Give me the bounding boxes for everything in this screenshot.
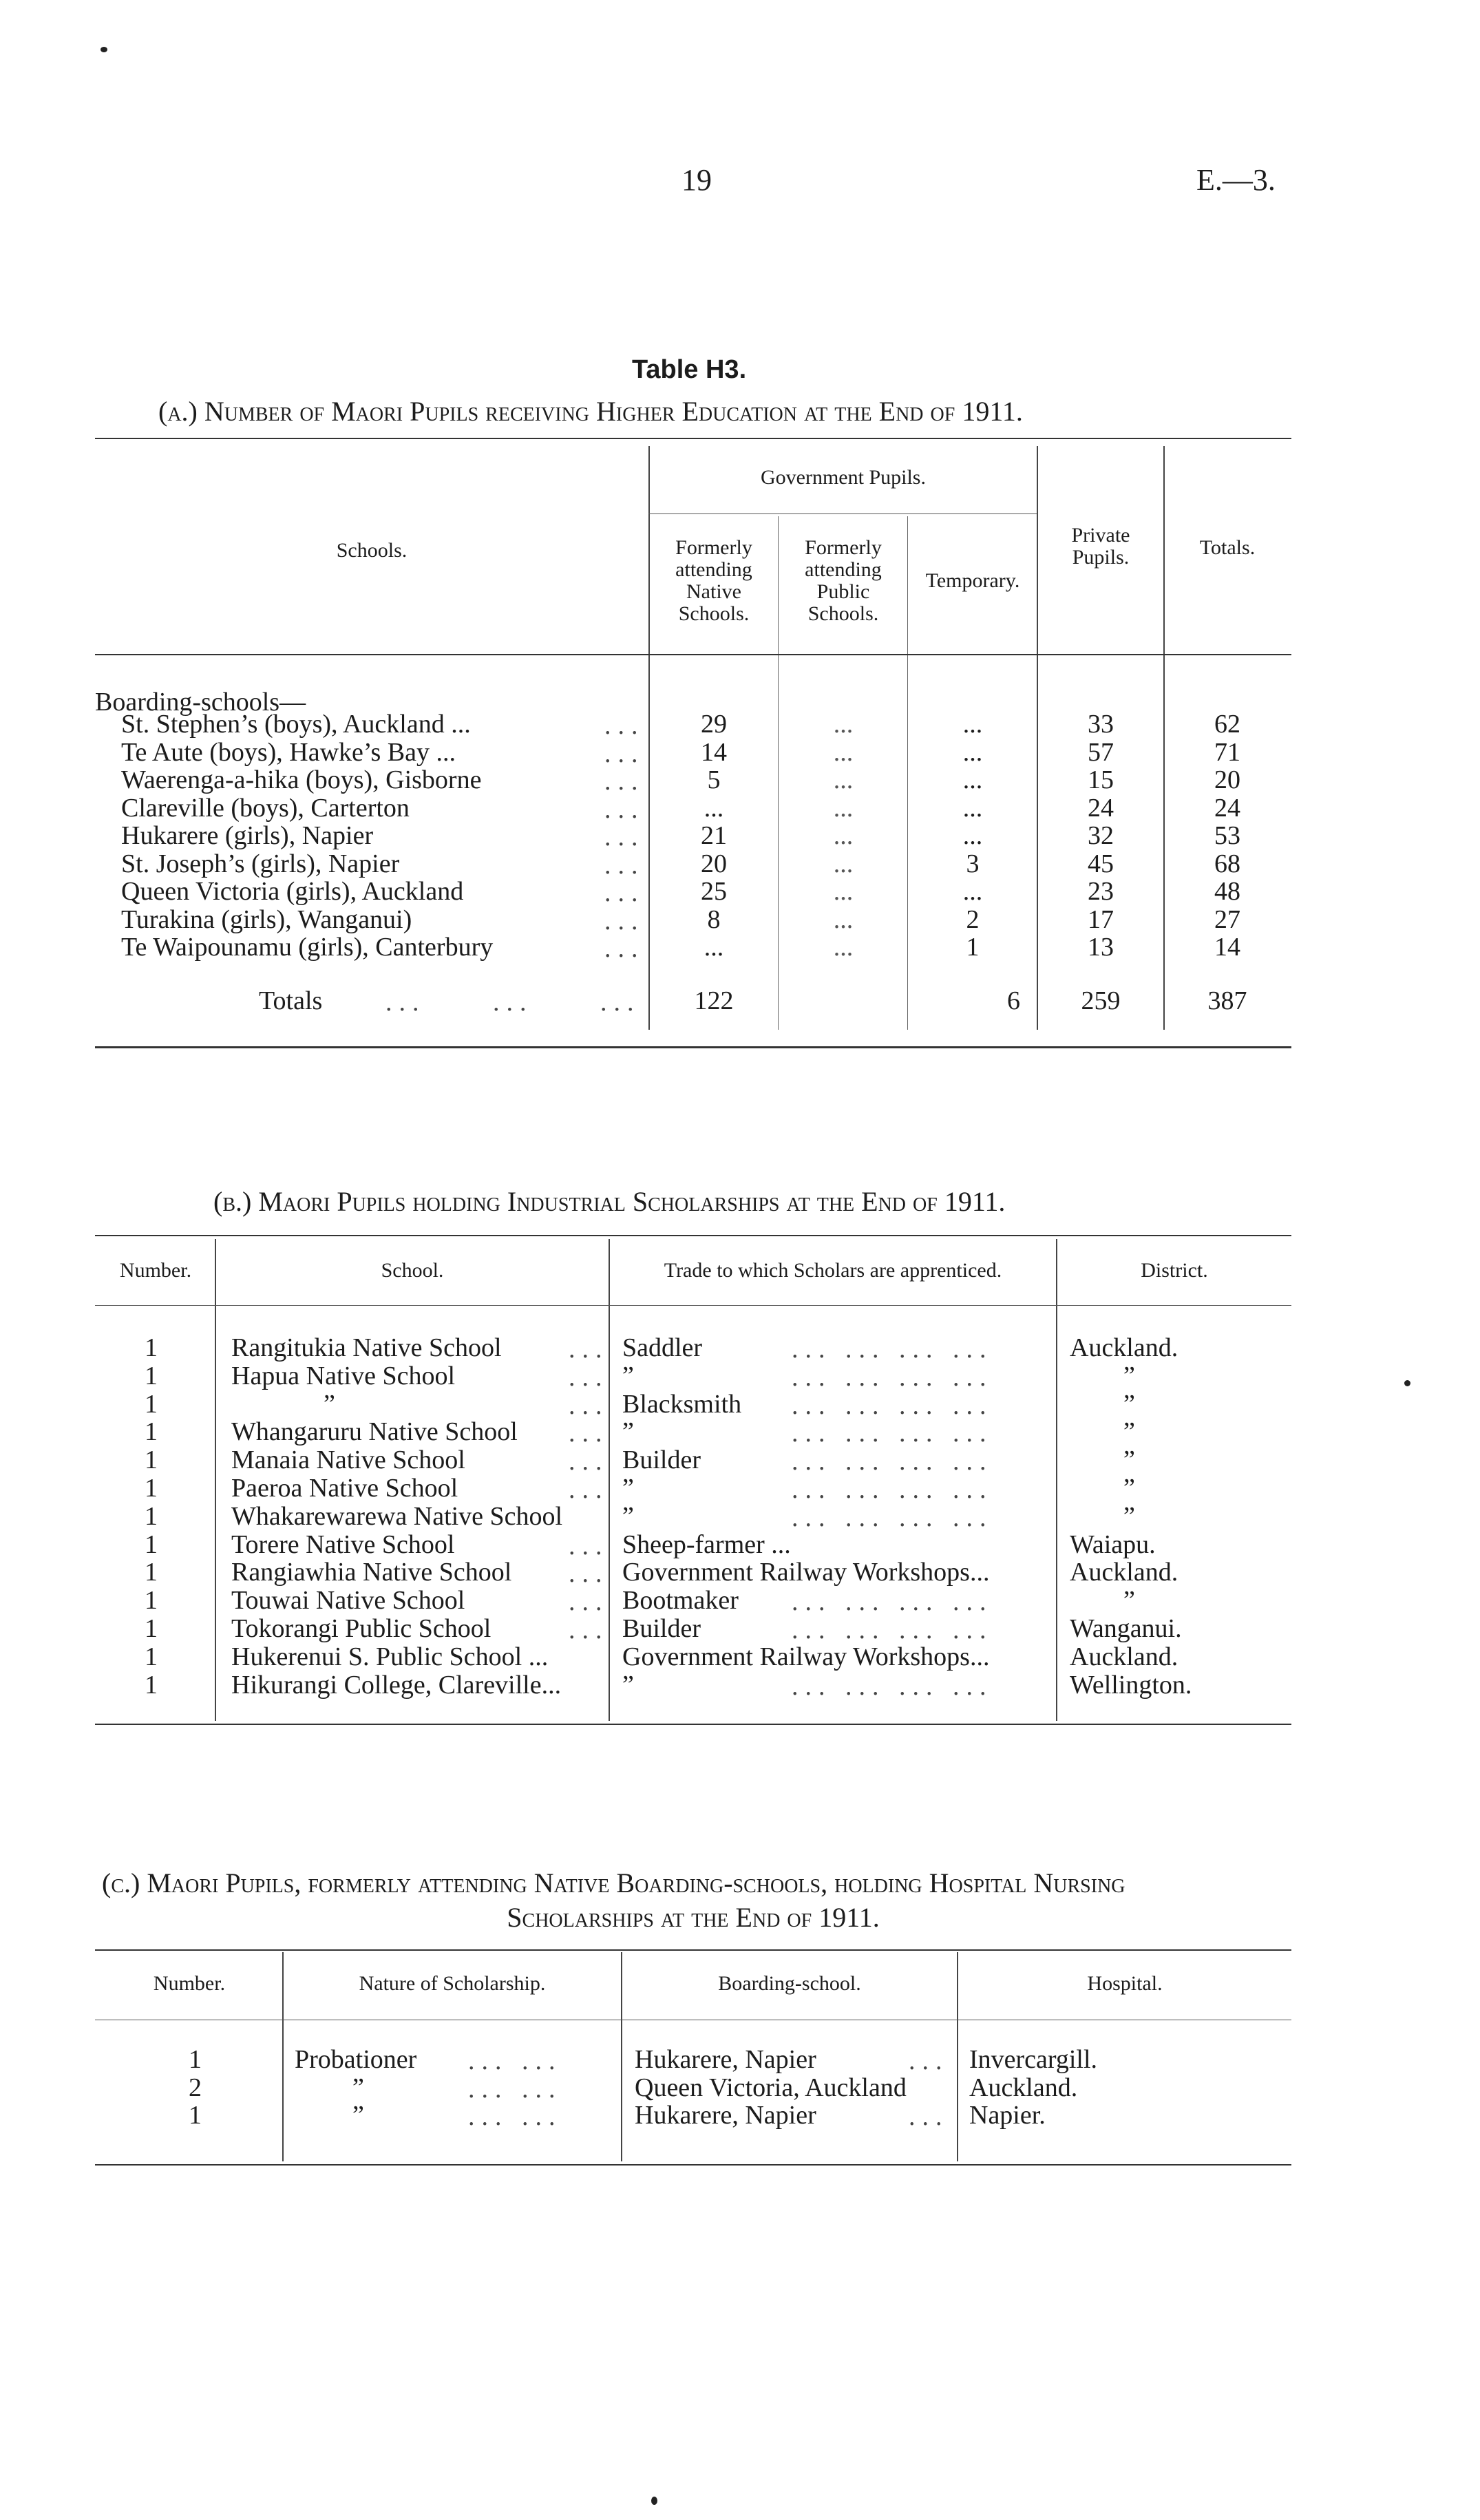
row-nature: ” <box>352 2073 364 2102</box>
header-school: School. <box>381 1259 444 1282</box>
leader-dots: ... <box>604 850 645 880</box>
header-private: Private Pupils. <box>1071 524 1130 569</box>
row-district: ” <box>1123 1446 1135 1475</box>
row-trade: Bootmaker <box>622 1586 739 1616</box>
row-trade: Government Railway Workshops... <box>622 1642 990 1671</box>
rule <box>95 654 1291 655</box>
row-public: ... <box>833 710 854 739</box>
section-a-caption: (a.) Number of Maori Pupils receiving Higher Education at the End of 1911. <box>158 396 1023 427</box>
row-total: 68 <box>1214 849 1240 878</box>
row-private: 13 <box>1088 933 1114 962</box>
row-total: 14 <box>1214 933 1240 962</box>
row-school: Hikurangi College, Clareville... <box>231 1670 562 1700</box>
row-number: 1 <box>145 1501 158 1531</box>
rule <box>95 1724 1291 1725</box>
row-school-name: Hukarere (girls), Napier <box>121 821 374 850</box>
row-number: 1 <box>145 1529 158 1559</box>
row-public: ... <box>833 793 854 823</box>
row-school: Whangaruru Native School <box>231 1417 518 1447</box>
row-private: 24 <box>1088 793 1114 823</box>
row-number: 1 <box>189 2101 202 2130</box>
row-district: ” <box>1123 1586 1135 1616</box>
row-school-name: Te Waipounamu (girls), Canterbury <box>121 933 494 962</box>
row-public: ... <box>833 849 854 878</box>
row-number: 1 <box>145 1333 158 1362</box>
row-school: Manaia Native School <box>231 1446 465 1475</box>
row-boarding-school: Hukarere, Napier <box>635 2101 816 2130</box>
row-public: ... <box>833 737 854 767</box>
row-district: Auckland. <box>1070 1642 1178 1671</box>
header-temporary: Temporary. <box>925 569 1020 592</box>
row-number: 1 <box>145 1670 158 1700</box>
row-temporary: 1 <box>966 933 980 962</box>
rule <box>95 1305 1291 1306</box>
row-hospital: Auckland. <box>969 2073 1078 2102</box>
row-number: 1 <box>145 1614 158 1643</box>
row-native: ... <box>704 793 724 823</box>
row-hospital: Invercargill. <box>969 2045 1098 2074</box>
header-totals: Totals. <box>1199 536 1256 559</box>
row-school: Hapua Native School <box>231 1361 456 1390</box>
leader-dots: ... ... ... ... <box>792 1671 993 1701</box>
row-school-name: Clareville (boys), Carterton <box>121 793 410 823</box>
leader-dots: ... <box>604 767 645 796</box>
row-native: 5 <box>707 765 721 794</box>
row-native: 14 <box>701 737 727 767</box>
row-native: 8 <box>707 904 721 934</box>
rule <box>95 1046 1291 1048</box>
row-private: 57 <box>1088 737 1114 767</box>
row-school: Rangitukia Native School <box>231 1333 502 1362</box>
leader-dots: ... <box>604 823 645 851</box>
leader-dots: ... ... ... ... <box>792 1419 993 1448</box>
section-c-caption-line2: Scholarships at the End of 1911. <box>507 1902 880 1933</box>
row-total: 20 <box>1214 765 1240 794</box>
row-district: ” <box>1123 1474 1135 1503</box>
row-number: 1 <box>145 1474 158 1503</box>
row-temporary: ... <box>962 793 983 823</box>
row-trade: Government Railway Workshops... <box>622 1558 990 1587</box>
leader-dots: ... ... <box>468 2046 562 2075</box>
row-nature: ” <box>352 2101 364 2130</box>
totals-label: Totals <box>259 986 323 1015</box>
leader-dots: ... <box>569 1335 609 1364</box>
row-temporary: ... <box>962 765 983 794</box>
header-government-pupils: Government Pupils. <box>761 466 926 489</box>
row-district: Waiapu. <box>1070 1529 1156 1559</box>
leader-dots: ... <box>604 794 645 824</box>
row-district: Wellington. <box>1070 1670 1192 1700</box>
page-number: 19 <box>681 163 712 197</box>
speck-mark <box>651 2497 657 2505</box>
row-temporary: ... <box>962 877 983 906</box>
leader-dots: ... <box>569 1475 609 1504</box>
row-school-name: Turakina (girls), Wanganui) <box>121 904 412 934</box>
column-divider <box>907 516 908 1030</box>
row-school: Touwai Native School <box>231 1586 465 1616</box>
leader-dots: ... <box>604 934 645 963</box>
leader-dots: ... ... ... ... <box>792 1447 993 1476</box>
row-school-name: Queen Victoria (girls), Auckland <box>121 877 464 906</box>
row-total: 27 <box>1214 904 1240 934</box>
row-district: Wanganui. <box>1070 1614 1182 1643</box>
row-trade: Blacksmith <box>622 1389 742 1419</box>
row-nature: Probationer <box>295 2045 417 2074</box>
row-number: 1 <box>145 1446 158 1475</box>
row-private: 33 <box>1088 710 1114 739</box>
row-native: ... <box>704 933 724 962</box>
column-divider <box>215 1239 216 1721</box>
rule <box>95 438 1291 439</box>
row-temporary: 3 <box>966 849 980 878</box>
row-public: ... <box>833 765 854 794</box>
header-hospital: Hospital. <box>1087 1972 1163 1995</box>
row-trade: ” <box>622 1474 634 1503</box>
row-number: 1 <box>145 1558 158 1587</box>
row-trade: Builder <box>622 1614 701 1643</box>
header-schools: Schools. <box>336 539 408 562</box>
leader-dots: ... ... ... <box>385 988 641 1017</box>
row-total: 71 <box>1214 737 1240 767</box>
row-number: 1 <box>145 1642 158 1671</box>
speck-mark <box>1404 1380 1410 1386</box>
row-number: 1 <box>189 2045 202 2074</box>
row-school: Hukerenui S. Public School ... <box>231 1642 549 1671</box>
row-number: 1 <box>145 1389 158 1419</box>
leader-dots: ... <box>604 906 645 935</box>
header-number: Number. <box>119 1259 192 1282</box>
row-number: 1 <box>145 1417 158 1447</box>
header-boarding-school: Boarding-school. <box>718 1972 861 1995</box>
speck-mark <box>101 47 107 52</box>
row-trade: Builder <box>622 1446 701 1475</box>
row-district: Auckland. <box>1070 1558 1178 1587</box>
row-private: 23 <box>1088 877 1114 906</box>
leader-dots: ... <box>569 1587 609 1617</box>
header-formerly-native: Formerly attending Native Schools. <box>675 536 752 625</box>
row-trade: ” <box>622 1361 634 1390</box>
totals-native: 122 <box>694 986 734 1015</box>
leader-dots: ... <box>909 2046 949 2075</box>
row-school-name: St. Stephen’s (boys), Auckland ... <box>121 710 471 739</box>
leader-dots: ... ... ... ... <box>792 1475 993 1504</box>
header-formerly-public: Formerly attending Public Schools. <box>805 536 882 625</box>
row-school-name: St. Joseph’s (girls), Napier <box>121 849 400 878</box>
row-trade: ” <box>622 1417 634 1447</box>
leader-dots: ... <box>569 1616 609 1644</box>
leader-dots: ... ... ... ... <box>792 1587 993 1617</box>
leader-dots: ... <box>569 1419 609 1448</box>
page-reference: E.—3. <box>1196 163 1276 197</box>
row-school: Tokorangi Public School <box>231 1614 491 1643</box>
row-public: ... <box>833 904 854 934</box>
row-school: Rangiawhia Native School <box>231 1558 512 1587</box>
row-trade: Sheep-farmer ... <box>622 1529 791 1559</box>
leader-dots: ... <box>569 1390 609 1420</box>
row-school: Whakarewarewa Native School <box>231 1501 563 1531</box>
leader-dots: ... ... <box>468 2074 562 2104</box>
row-school: Torere Native School <box>231 1529 455 1559</box>
row-trade: Saddler <box>622 1333 703 1362</box>
totals-grand: 387 <box>1207 986 1247 1015</box>
leader-dots: ... ... <box>468 2102 562 2131</box>
row-boarding-school: Hukarere, Napier <box>635 2045 816 2074</box>
leader-dots: ... ... ... ... <box>792 1335 993 1364</box>
row-school: Paeroa Native School <box>231 1474 458 1503</box>
row-native: 20 <box>701 849 727 878</box>
leader-dots: ... <box>604 739 645 768</box>
row-district: Auckland. <box>1070 1333 1178 1362</box>
section-b-caption: (b.) Maori Pupils holding Industrial Scholarships at the End of 1911. <box>213 1186 1006 1217</box>
leader-dots: ... <box>909 2102 949 2131</box>
header-trade: Trade to which Scholars are apprenticed. <box>664 1259 1002 1282</box>
row-number: 1 <box>145 1586 158 1616</box>
row-private: 15 <box>1088 765 1114 794</box>
row-school-name: Te Aute (boys), Hawke’s Bay ... <box>121 737 456 767</box>
row-temporary: ... <box>962 737 983 767</box>
header-nature: Nature of Scholarship. <box>359 1972 546 1995</box>
totals-private: 259 <box>1081 986 1121 1015</box>
row-temporary: 2 <box>966 904 980 934</box>
leader-dots: ... <box>569 1531 609 1560</box>
row-private: 17 <box>1088 904 1114 934</box>
column-divider <box>1056 1239 1057 1721</box>
row-school: ” <box>324 1389 335 1419</box>
rule <box>648 513 1037 514</box>
leader-dots: ... ... ... ... <box>792 1503 993 1532</box>
row-boarding-school: Queen Victoria, Auckland <box>635 2073 907 2102</box>
section-c-caption-line1: (c.) Maori Pupils, formerly attending Native Boarding-schools, holding Hospital Nursing <box>102 1867 1125 1898</box>
rule <box>95 1949 1291 1951</box>
leader-dots: ... <box>604 878 645 907</box>
row-temporary: ... <box>962 710 983 739</box>
leader-dots: ... ... ... ... <box>792 1362 993 1392</box>
header-district: District. <box>1141 1259 1208 1282</box>
row-temporary: ... <box>962 821 983 850</box>
row-total: 53 <box>1214 821 1240 850</box>
row-number: 1 <box>145 1361 158 1390</box>
row-school-name: Waerenga-a-hika (boys), Gisborne <box>121 765 482 794</box>
row-private: 32 <box>1088 821 1114 850</box>
row-district: ” <box>1123 1389 1135 1419</box>
rule <box>95 1235 1291 1236</box>
leader-dots: ... <box>569 1362 609 1392</box>
row-public: ... <box>833 877 854 906</box>
row-native: 21 <box>701 821 727 850</box>
group-label: Boarding-schools— <box>95 688 306 717</box>
row-trade: ” <box>622 1501 634 1531</box>
row-native: 29 <box>701 710 727 739</box>
totals-temporary: 6 <box>1007 986 1020 1015</box>
row-public: ... <box>833 821 854 850</box>
rule <box>95 2164 1291 2166</box>
leader-dots: ... <box>569 1559 609 1589</box>
row-native: 25 <box>701 877 727 906</box>
row-district: ” <box>1123 1417 1135 1447</box>
leader-dots: ... <box>604 711 645 740</box>
row-district: ” <box>1123 1501 1135 1531</box>
row-total: 24 <box>1214 793 1240 823</box>
row-trade: ” <box>622 1670 634 1700</box>
row-district: ” <box>1123 1361 1135 1390</box>
leader-dots: ... ... ... ... <box>792 1616 993 1644</box>
header-number: Number. <box>153 1972 226 1995</box>
column-divider <box>778 516 779 1030</box>
leader-dots: ... ... ... ... <box>792 1390 993 1420</box>
row-hospital: Napier. <box>969 2101 1046 2130</box>
row-total: 48 <box>1214 877 1240 906</box>
row-private: 45 <box>1088 849 1114 878</box>
table-title: Table H3. <box>632 355 747 384</box>
row-public: ... <box>833 933 854 962</box>
leader-dots: ... <box>569 1447 609 1476</box>
row-number: 2 <box>189 2073 202 2102</box>
row-total: 62 <box>1214 710 1240 739</box>
